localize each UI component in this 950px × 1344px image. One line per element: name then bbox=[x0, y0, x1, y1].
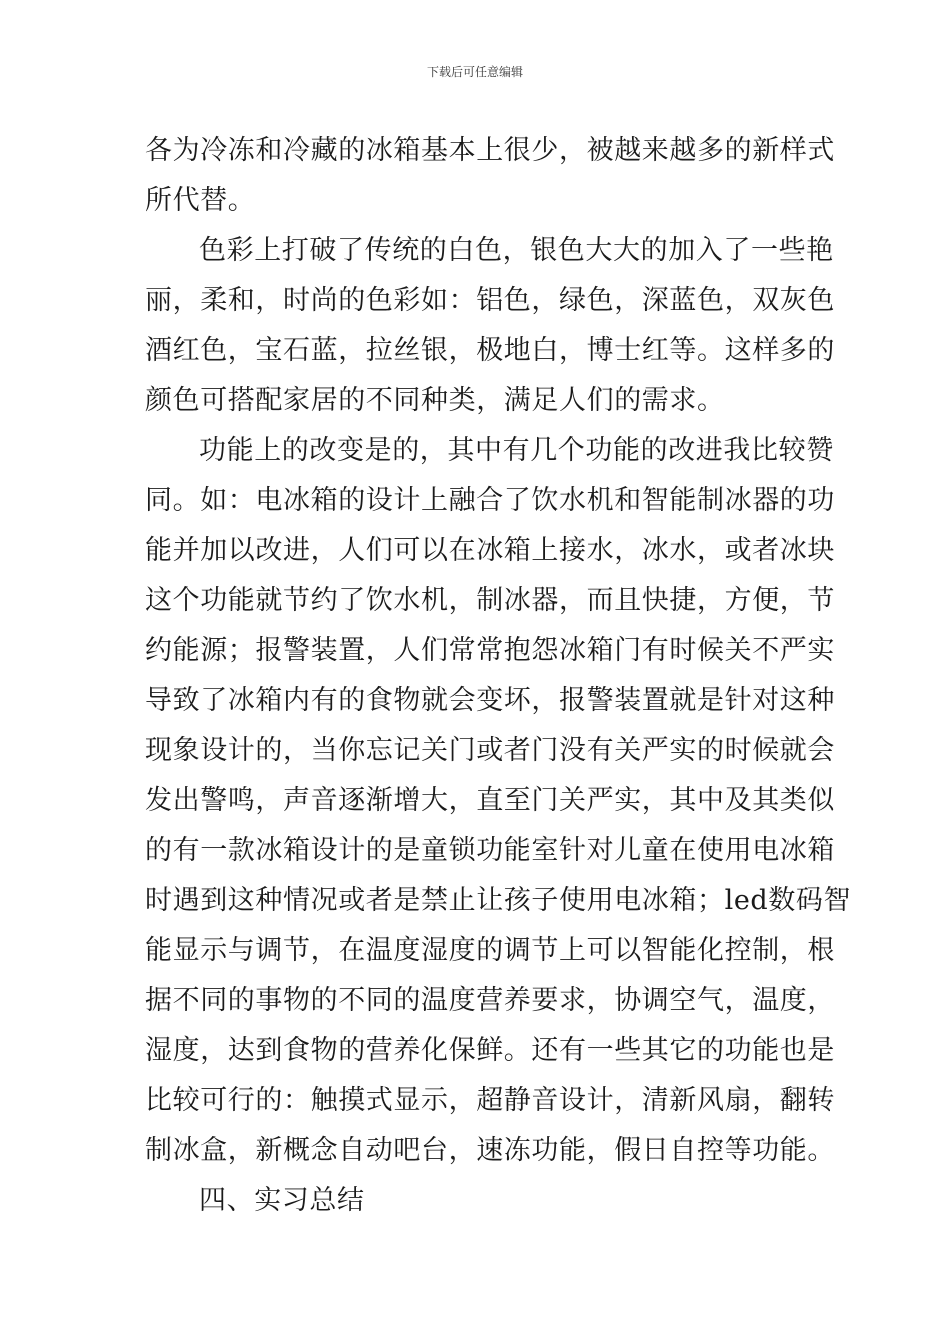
text-line: 这个功能就节约了饮水机，制冰器，而且快捷，方便，节 bbox=[145, 585, 835, 616]
text-line: 制冰盒，新概念自动吧台，速冻功能，假日自控等功能。 bbox=[145, 1135, 835, 1166]
paragraph-3 bbox=[145, 426, 852, 1176]
text-line: 发出警鸣，声音逐渐增大，直至门关严实，其中及其类似 bbox=[145, 785, 835, 816]
paragraph-2 bbox=[145, 226, 835, 426]
text-line: 同。如：电冰箱的设计上融合了饮水机和智能制冰器的功 bbox=[145, 485, 835, 516]
paragraph-1 bbox=[145, 126, 835, 226]
text-line: 颜色可搭配家居的不同种类，满足人们的需求。 bbox=[145, 385, 725, 416]
text-line: 的有一款冰箱设计的是童锁功能室针对儿童在使用电冰箱 bbox=[145, 835, 835, 866]
text-line: 比较可行的：触摸式显示，超静音设计，清新风扇，翻转 bbox=[145, 1085, 835, 1116]
text-line: 酒红色，宝石蓝，拉丝银，极地白，博士红等。这样多的 bbox=[145, 335, 835, 366]
section-heading: 四、实习总结 bbox=[199, 1185, 365, 1216]
text-line: 能并加以改进，人们可以在冰箱上接水，冰水，或者冰块 bbox=[145, 535, 835, 566]
section-heading-block bbox=[145, 1176, 815, 1226]
text-line: 能显示与调节，在温度湿度的调节上可以智能化控制，根 bbox=[145, 935, 835, 966]
text-line: 功能上的改变是的，其中有几个功能的改进我比较赞 bbox=[199, 435, 834, 466]
text-line: 时遇到这种情况或者是禁止让孩子使用电冰箱；led数码智 bbox=[145, 885, 852, 916]
text-line: 所代替。 bbox=[145, 185, 256, 216]
text-line: 各为冷冻和冷藏的冰箱基本上很少，被越来越多的新样式 bbox=[145, 135, 835, 166]
text-line: 导致了冰箱内有的食物就会变坏，报警装置就是针对这种 bbox=[145, 685, 835, 716]
page-header: 下载后可任意编辑 bbox=[426, 65, 523, 79]
text-line: 丽，柔和，时尚的色彩如：铝色，绿色，深蓝色，双灰色 bbox=[145, 285, 835, 316]
text-line: 约能源；报警装置，人们常常抱怨冰箱门有时候关不严实 bbox=[145, 635, 835, 666]
text-line: 色彩上打破了传统的白色，银色大大的加入了一些艳 bbox=[199, 235, 834, 266]
text-line: 湿度，达到食物的营养化保鲜。还有一些其它的功能也是 bbox=[145, 1035, 835, 1066]
text-line: 据不同的事物的不同的温度营养要求，协调空气，温度， bbox=[145, 985, 835, 1016]
text-line: 现象设计的，当你忘记关门或者门没有关严实的时候就会 bbox=[145, 735, 835, 766]
document-body bbox=[145, 126, 852, 1226]
